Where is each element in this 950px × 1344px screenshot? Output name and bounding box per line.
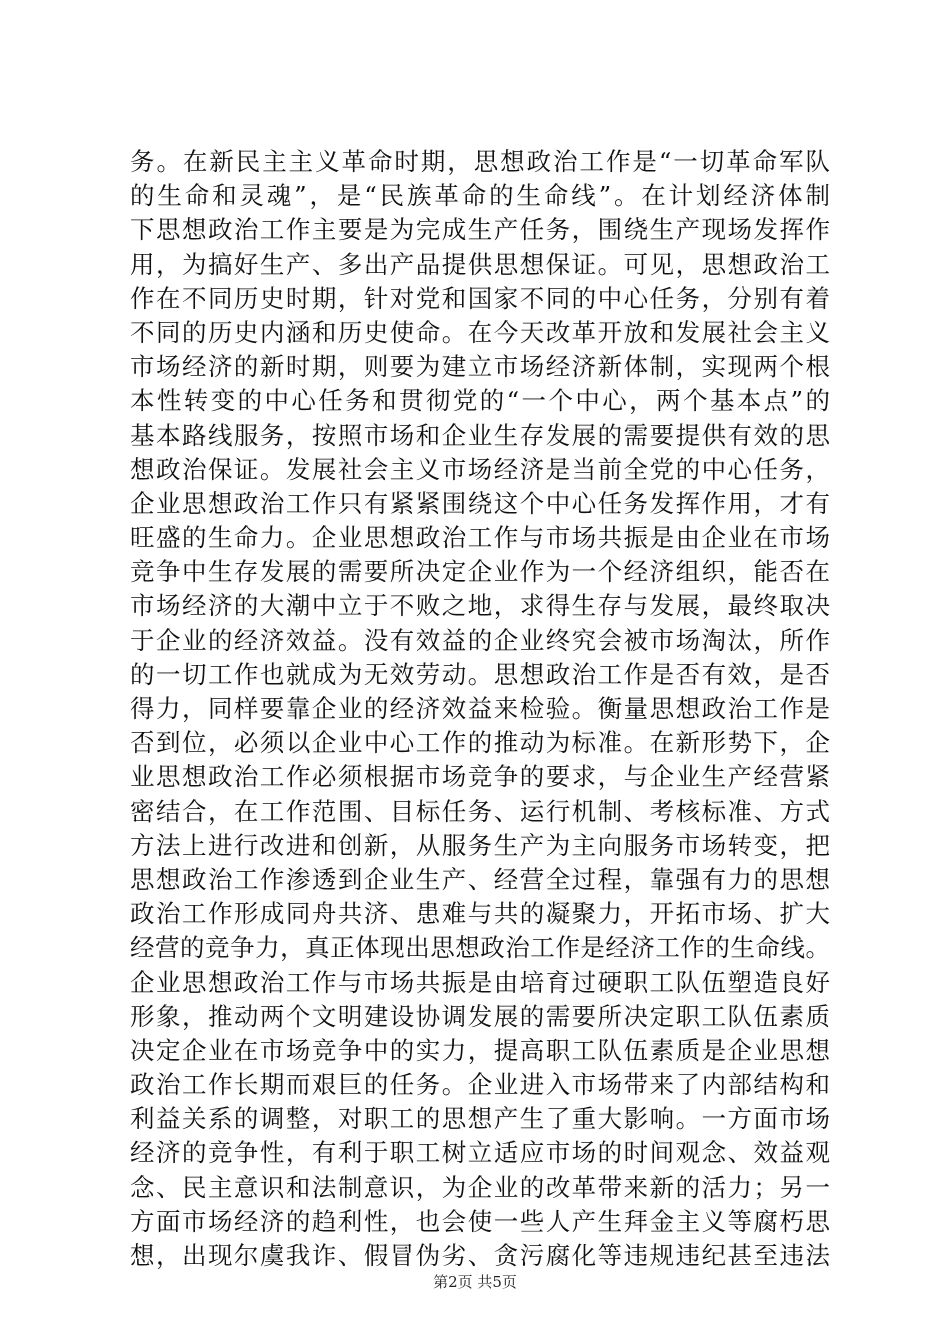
body-text-line: 市场经济的新时期，则要为建立市场经济新体制，实现两个根: [130, 352, 830, 382]
body-text-line: 于企业的经济效益。没有效益的企业终究会被市场淘汰，所作: [130, 625, 830, 655]
body-text-line: 想政治保证。发展社会主义市场经济是当前全党的中心任务，: [130, 454, 830, 484]
body-text-line: 念、民主意识和法制意识，为企业的改革带来新的活力；另一: [130, 1172, 830, 1202]
body-text-line: 本性转变的中心任务和贯彻党的“一个中心，两个基本点”的: [130, 386, 830, 416]
body-text-line: 思想政治工作渗透到企业生产、经营全过程，靠强有力的思想: [130, 864, 830, 894]
body-text-line: 业思想政治工作必须根据市场竞争的要求，与企业生产经营紧: [130, 762, 830, 792]
body-text-line: 企业思想政治工作只有紧紧围绕这个中心任务发挥作用，才有: [130, 488, 830, 518]
body-text-line: 经济的竞争性，有利于职工树立适应市场的时间观念、效益观: [130, 1138, 830, 1168]
body-text-line: 企业思想政治工作与市场共振是由培育过硬职工队伍塑造良好: [130, 967, 830, 997]
body-text-line: 想，出现尔虞我诈、假冒伪劣、贪污腐化等违规违纪甚至违法: [130, 1241, 830, 1270]
page-indicator: 第2页 共5页: [433, 1273, 517, 1291]
body-text-line: 旺盛的生命力。企业思想政治工作与市场共振是由企业在市场: [130, 523, 830, 553]
body-text-line: 的生命和灵魂”，是“民族革命的生命线”。在计划经济体制: [130, 181, 830, 211]
body-text-line: 下思想政治工作主要是为完成生产任务，围绕生产现场发挥作: [130, 215, 830, 245]
body-text-line: 经营的竞争力，真正体现出思想政治工作是经济工作的生命线。: [130, 933, 830, 963]
document-body: [130, 145, 830, 1273]
body-text-line: 否到位，必须以企业中心工作的推动为标准。在新形势下，企: [130, 728, 830, 758]
body-text-line: 利益关系的调整，对职工的思想产生了重大影响。一方面市场: [130, 1104, 830, 1134]
body-text-line: 决定企业在市场竞争中的实力，提高职工队伍素质是企业思想: [130, 1035, 830, 1065]
body-text-line: 竞争中生存发展的需要所决定企业作为一个经济组织，能否在: [130, 557, 830, 587]
body-text-line: 务。在新民主主义革命时期，思想政治工作是“一切革命军队: [130, 147, 830, 176]
body-text-line: 得力，同样要靠企业的经济效益来检验。衡量思想政治工作是: [130, 694, 830, 723]
body-text-line: 基本路线服务，按照市场和企业生存发展的需要提供有效的思: [130, 420, 830, 450]
body-text-line: 作在不同历史时期，针对党和国家不同的中心任务，分别有着: [130, 283, 830, 313]
body-text-line: 方面市场经济的趋利性，也会使一些人产生拜金主义等腐朽思: [130, 1206, 830, 1236]
body-text-line: 用，为搞好生产、多出产品提供思想保证。可见，思想政治工: [130, 249, 830, 279]
body-text-line: 的一切工作也就成为无效劳动。思想政治工作是否有效，是否: [130, 659, 830, 689]
body-text-line: 政治工作形成同舟共济、患难与共的凝聚力，开拓市场、扩大: [130, 899, 830, 929]
body-text-line: 不同的历史内涵和历史使命。在今天改革开放和发展社会主义: [130, 317, 830, 347]
body-text-line: 密结合，在工作范围、目标任务、运行机制、考核标准、方式: [130, 796, 830, 826]
page-footer: [0, 1272, 950, 1292]
body-text-line: 形象，推动两个文明建设协调发展的需要所决定职工队伍素质: [130, 1001, 830, 1031]
body-text-line: 政治工作长期而艰巨的任务。企业进入市场带来了内部结构和: [130, 1070, 830, 1100]
body-text-line: 方法上进行改进和创新，从服务生产为主向服务市场转变，把: [130, 830, 830, 860]
body-text-line: 市场经济的大潮中立于不败之地，求得生存与发展，最终取决: [130, 591, 830, 621]
